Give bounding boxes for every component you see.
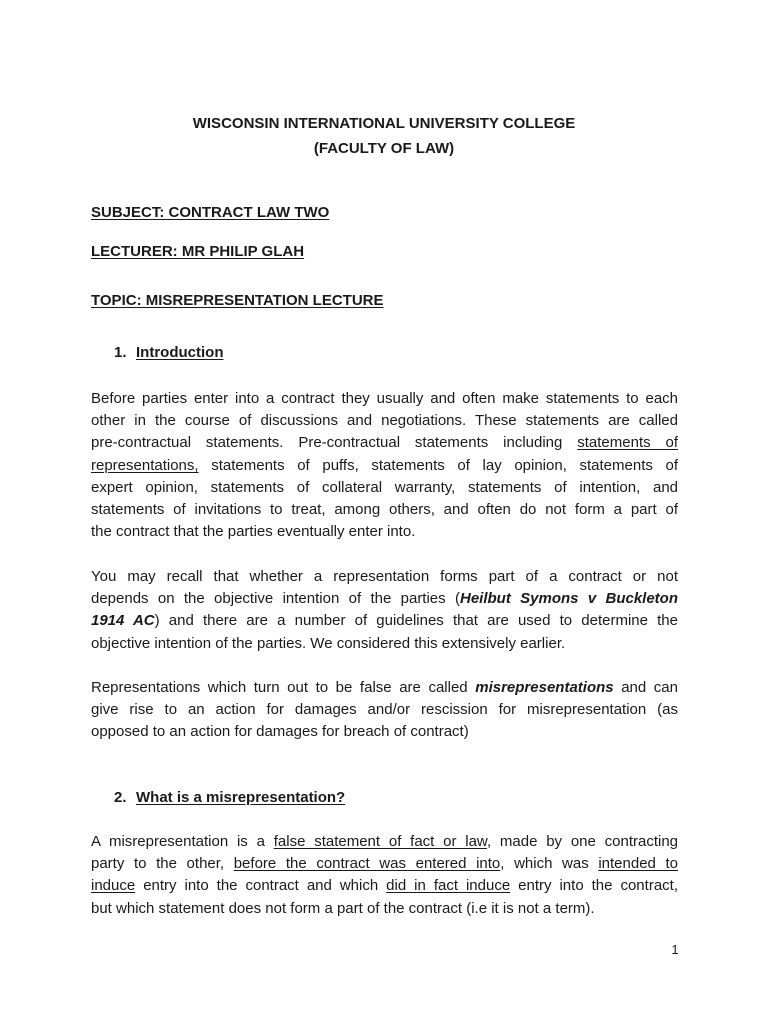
- section-1-heading: 1. Introduction: [114, 344, 224, 361]
- topic-line: TOPIC: MISREPRESENTATION LECTURE: [91, 292, 384, 309]
- case-citation: Heilbut Symons v Buckleton: [459, 590, 678, 608]
- faculty-heading: (FACULTY OF LAW): [313, 140, 455, 157]
- section-2-title: What is a misrepresentation?: [136, 789, 346, 806]
- page-number: 1: [671, 942, 679, 957]
- section-2-heading: 2. What is a misrepresentation?: [114, 789, 346, 806]
- definition-paragraph: A misrepresentation is a false statement of fact or law, made by one contracting party to the other, before the contract was entered into, which was intended to induce entry into the contract and which did in fact induce entry into the contract, but which statement does not form a part of the contract (i.e it is not a term).: [91, 833, 678, 917]
- institution-heading: WISCONSIN INTERNATIONAL UNIVERSITY COLLEGE: [192, 115, 576, 132]
- intro-paragraph-2: You may recall that whether a representation forms part of a contract or not depends on the objective intention of the parties (Heilbut Symons v Buckleton 1914 AC) and there are a number of guidelines that are used to determine the objective intention of the parties. We considered this extensively earlier.: [91, 568, 678, 652]
- case-citation-year: 1914 AC: [91, 612, 155, 630]
- key-term: misrepresentations: [475, 679, 614, 696]
- intro-paragraph-3: Representations which turn out to be false are called misrepresentations and can give rise to an action for damages and/or rescission for misrepresentation (as opposed to an action for damages for breach of contract): [91, 679, 678, 741]
- section-1-title: Introduction: [136, 344, 224, 361]
- subject-line: SUBJECT: CONTRACT LAW TWO: [91, 204, 330, 221]
- lecturer-line: LECTURER: MR PHILIP GLAH: [91, 243, 305, 260]
- intro-paragraph-1: Before parties enter into a contract they usually and often make statements to each other in the course of discussions and negotiations. These statements are called pre-contractual statements. Pre-contractual statements including statements of representations, statements of puffs, statements of lay opinion, statements of expert opinion, statements of collateral warranty, statements of intention, and statements of invitations to treat, among others, and often do not form a part of the contract that the parties eventually enter into.: [91, 390, 678, 541]
